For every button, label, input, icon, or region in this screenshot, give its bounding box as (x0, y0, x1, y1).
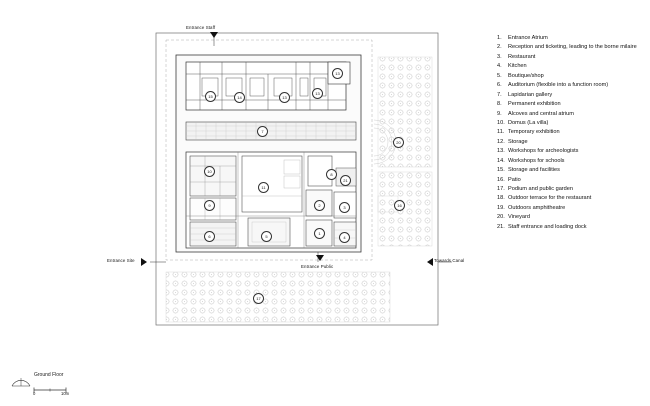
room-marker: 3 (339, 202, 350, 213)
legend-number: 19. (497, 204, 505, 211)
legend-item (497, 194, 647, 203)
legend-item (497, 62, 647, 71)
legend-item (497, 185, 647, 194)
legend-item (497, 72, 647, 81)
room-marker: 1 (314, 228, 325, 239)
legend-number: 13. (497, 148, 505, 155)
room-marker: 13 (279, 92, 290, 103)
legend-number: 5. (497, 72, 502, 79)
legend-label: Workshops for archeologists (508, 148, 579, 155)
legend-label: Storage (508, 138, 528, 145)
legend-label: Entrance Atrium (508, 35, 548, 41)
legend-item (497, 110, 647, 119)
legend-number: 16. (497, 176, 505, 183)
legend-label: Patio (508, 176, 521, 183)
room-marker: 4 (339, 232, 350, 243)
annotation-towards-canal: Towards Canal (434, 258, 465, 263)
legend-label: Kitchen (508, 63, 527, 70)
legend-number: 14. (497, 157, 505, 164)
legend-number: 11. (497, 129, 505, 136)
legend-number: 15. (497, 167, 505, 174)
legend-label: Storage and facilities (508, 167, 560, 174)
room-marker: 11 (258, 182, 269, 193)
entrance-site-arrow-icon (141, 258, 147, 266)
legend-number: 18. (497, 195, 505, 202)
entrance-public-arrow-icon (316, 255, 324, 261)
legend-label: Outdoors amphitheatre (508, 204, 566, 211)
annotation-entrance-site: Entrance Site (107, 258, 135, 263)
legend-label: Boutique/shop (508, 72, 544, 79)
legend-number: 21. (497, 223, 505, 230)
legend-item (497, 223, 647, 232)
room-marker: 13 (312, 88, 323, 99)
legend-item (497, 213, 647, 222)
entrance-staff-arrow-icon (210, 32, 218, 38)
room-marker: 20 (393, 137, 404, 148)
legend-number: 10. (497, 119, 505, 126)
room-marker: 7 (257, 126, 268, 137)
legend-number: 17. (497, 186, 505, 192)
legend-label: Vineyard (508, 214, 530, 221)
legend-label: Temporary exhibition (508, 129, 560, 136)
legend-item (497, 91, 647, 100)
legend-label: Staff entrance and loading dock (508, 223, 587, 230)
room-marker: 5 (261, 231, 272, 242)
annotation-entrance-public: Entrance Public (301, 264, 334, 269)
room-marker: 13 (332, 68, 343, 79)
legend-item (497, 166, 647, 175)
room-marker: 21 (340, 175, 351, 186)
legend-number: 9. (497, 110, 502, 117)
room-marker: 15 (205, 91, 216, 102)
drawing-title: Ground Floor (34, 372, 64, 378)
legend-item (497, 157, 647, 166)
scale-zero-label: 0 (33, 391, 36, 396)
legend-item (497, 176, 647, 185)
legend-number: 12. (497, 138, 505, 145)
legend-item (497, 138, 647, 147)
legend-number: 4. (497, 63, 502, 70)
room-marker: 9 (204, 200, 215, 211)
legend-label: Permanent exhibition (508, 101, 561, 108)
towards-canal-arrow-icon (427, 258, 433, 266)
legend-item (497, 43, 647, 52)
room-marker: 10 (204, 166, 215, 177)
legend-label: Outdoor terrace for the restaurant (508, 195, 592, 202)
legend-label: Auditorium (flexible into a function room) (508, 82, 609, 89)
legend-number: 2. (497, 44, 502, 51)
legend-number: 1. (497, 35, 502, 41)
scale-max-label: 10m (61, 391, 70, 396)
legend-label: Domus (La villa) (508, 119, 549, 126)
legend (497, 34, 647, 232)
room-marker: 14 (234, 92, 245, 103)
legend-label: Alcoves and central atrium (508, 110, 574, 117)
legend-number: 7. (497, 91, 502, 98)
annotation-entrance-staff: Entrance Staff (186, 25, 216, 30)
room-marker: 2 (314, 200, 325, 211)
legend-item (497, 128, 647, 137)
legend-item (497, 53, 647, 62)
room-marker: 17 (253, 293, 264, 304)
legend-number: 3. (497, 53, 502, 60)
legend-item (497, 34, 647, 43)
legend-label: Restaurant (508, 53, 536, 60)
legend-item (497, 147, 647, 156)
scale-bar (8, 372, 98, 398)
legend-number: 6. (497, 82, 502, 89)
legend-label: Podium and public garden (508, 186, 573, 192)
legend-number: 8. (497, 101, 502, 108)
legend-label: Reception and ticketing, leading to the borne milaire (508, 44, 637, 51)
legend-label: Workshops for schools (508, 157, 565, 164)
legend-item (497, 119, 647, 128)
legend-item (497, 100, 647, 109)
legend-item (497, 81, 647, 90)
legend-number: 20. (497, 214, 505, 221)
room-marker: 8 (326, 169, 337, 180)
room-marker: 16 (394, 200, 405, 211)
legend-label: Lapidarian gallery (508, 91, 553, 98)
legend-item (497, 204, 647, 213)
room-marker: 6 (204, 231, 215, 242)
